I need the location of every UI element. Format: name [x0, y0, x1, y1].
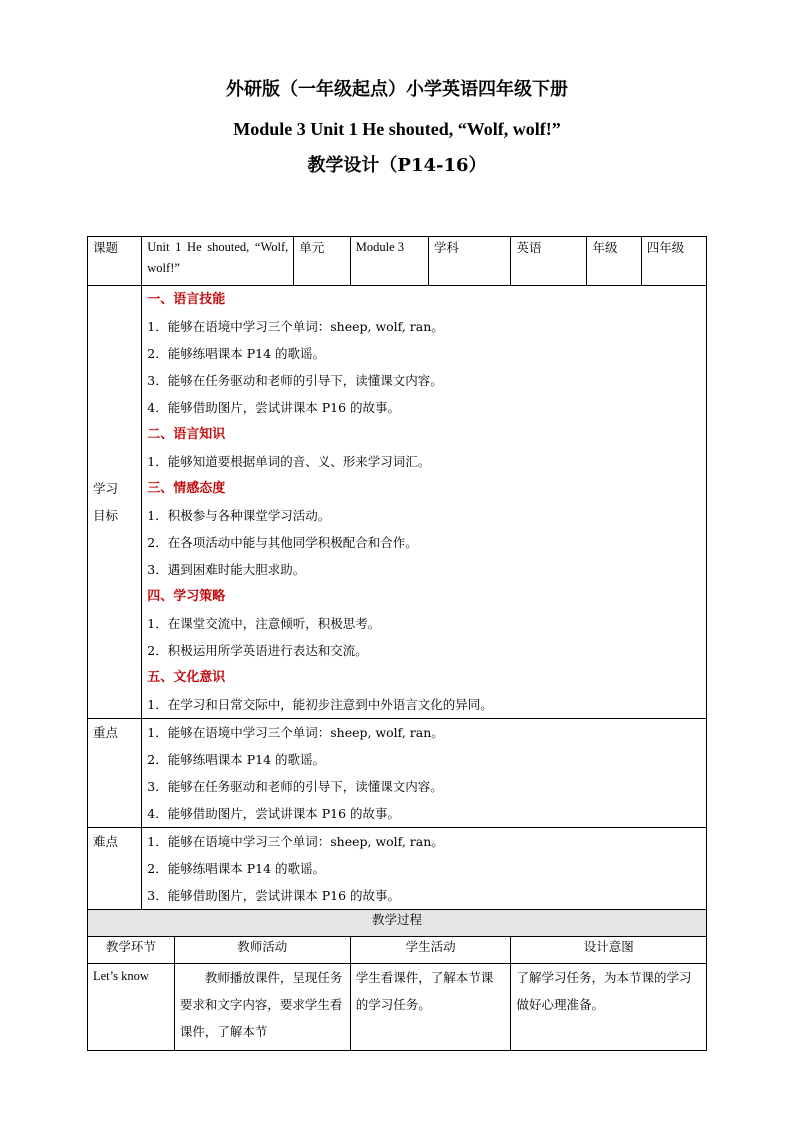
- key-points-content: [142, 719, 707, 828]
- goal-item: 1．能够在语境中学习三个单词：sheep, wolf, ran。: [147, 319, 444, 334]
- goal-item: 3．能够在任务驱动和老师的引导下，读懂课文内容。: [147, 373, 443, 388]
- grade-label: 年级: [587, 237, 641, 286]
- goal-section-title: 一、语言技能: [147, 292, 226, 307]
- lesson-title: Module 3 Unit 1 He shouted, “Wolf, wolf!”: [233, 119, 561, 139]
- document-title: 外研版（一年级起点）小学英语四年级下册: [226, 79, 568, 100]
- goal-section-title: 二、语言知识: [147, 427, 226, 442]
- key-points-row: [88, 719, 707, 828]
- key-point-item: 4．能够借助图片，尝试讲课本 P16 的故事。: [147, 806, 400, 821]
- goal-item: 2．积极运用所学英语进行表达和交流。: [147, 643, 368, 658]
- topic-label: 课题: [88, 237, 142, 286]
- difficulties-label: 难点: [88, 828, 142, 910]
- goal-item: 4．能够借助图片，尝试讲课本 P16 的故事。: [147, 400, 400, 415]
- unit-value: Module 3: [350, 237, 428, 286]
- lesson-plan-table: [87, 236, 707, 1051]
- goal-section-title: 四、学习策略: [147, 589, 226, 604]
- stage-cell: Let’s know: [88, 964, 175, 1051]
- document-title-block: [0, 78, 794, 178]
- col-header-teacher: 教师活动: [174, 937, 350, 964]
- difficulties-content: [142, 828, 707, 910]
- col-header-stage: 教学环节: [88, 937, 175, 964]
- header-row: [88, 237, 707, 286]
- process-header-row: [88, 937, 707, 964]
- process-title: 教学过程: [88, 910, 707, 937]
- goal-item: 3．遇到困难时能大胆求助。: [147, 562, 306, 577]
- key-points-label: 重点: [88, 719, 142, 828]
- student-activity-cell: 学生看课件，了解本节课的学习任务。: [350, 964, 511, 1051]
- goal-item: 1．积极参与各种课堂学习活动。: [147, 508, 331, 523]
- key-point-item: 3．能够在任务驱动和老师的引导下，读懂课文内容。: [147, 779, 443, 794]
- goals-row: [88, 286, 707, 719]
- goal-item: 1．在课堂交流中，注意倾听，积极思考。: [147, 616, 381, 631]
- goals-content: [142, 286, 707, 719]
- col-header-intent: 设计意图: [511, 937, 707, 964]
- process-title-row: [88, 910, 707, 937]
- process-row: [88, 964, 707, 1051]
- difficulty-item: 2．能够练唱课本 P14 的歌谣。: [147, 861, 325, 876]
- unit-label: 单元: [294, 237, 350, 286]
- goal-item: 2．在各项活动中能与其他同学积极配合和合作。: [147, 535, 418, 550]
- col-header-student: 学生活动: [350, 937, 511, 964]
- teacher-activity-cell: 教师播放课件，呈现任务要求和文字内容，要求学生看课件，了解本节: [174, 964, 350, 1051]
- goal-section-title: 三、情感态度: [147, 481, 226, 496]
- topic-value: Unit 1 He shouted, “Wolf, wolf!”: [142, 237, 294, 286]
- difficulty-item: 1．能够在语境中学习三个单词：sheep, wolf, ran。: [147, 834, 444, 849]
- key-point-item: 2．能够练唱课本 P14 的歌谣。: [147, 752, 325, 767]
- difficulty-item: 3．能够借助图片，尝试讲课本 P16 的故事。: [147, 888, 400, 903]
- goal-item: 2．能够练唱课本 P14 的歌谣。: [147, 346, 325, 361]
- key-point-item: 1．能够在语境中学习三个单词：sheep, wolf, ran。: [147, 725, 444, 740]
- difficulties-row: [88, 828, 707, 910]
- design-intent-cell: 了解学习任务，为本节课的学习做好心理准备。: [511, 964, 707, 1051]
- grade-value: 四年级: [641, 237, 706, 286]
- goal-item: 1．在学习和日常交际中，能初步注意到中外语言文化的异同。: [147, 697, 493, 712]
- goal-section-title: 五、文化意识: [147, 670, 226, 685]
- goals-label: 学习 目标: [88, 286, 142, 719]
- subject-label: 学科: [428, 237, 511, 286]
- document-subtitle: 教学设计（P14-16）: [307, 155, 487, 176]
- subject-value: 英语: [511, 237, 587, 286]
- goal-item: 1．能够知道要根据单词的音、义、形来学习词汇。: [147, 454, 431, 469]
